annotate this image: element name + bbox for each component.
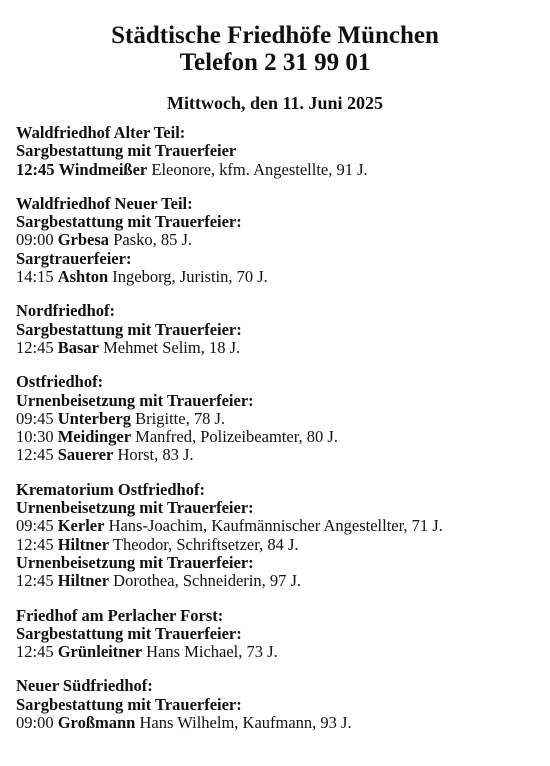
- funeral-entry: [16, 536, 550, 554]
- entry-details: Brigitte, 78 J.: [135, 408, 225, 428]
- cemetery-section: [16, 373, 550, 464]
- funeral-entry: [16, 643, 550, 661]
- entry-surname: Unterberg: [57, 408, 132, 428]
- cemetery-name: Waldfriedhof Alter Teil:: [16, 123, 186, 142]
- entry-time: 09:00: [16, 713, 54, 733]
- cemetery-name: Neuer Südfriedhof:: [16, 676, 153, 696]
- notice-title: Städtische Friedhöfe München: [111, 22, 439, 49]
- entry-time: 12:45: [16, 445, 54, 465]
- entry-time: 12:45: [16, 337, 54, 357]
- funeral-entry: [16, 446, 550, 464]
- cemetery-section: [16, 195, 550, 286]
- entry-surname: Windmeißer: [58, 159, 148, 179]
- cemetery-section: [16, 677, 550, 732]
- ceremony-type: Sargbestattung mit Trauerfeier:: [16, 212, 242, 232]
- entry-details: Theodor, Schriftsetzer, 84 J.: [112, 534, 299, 554]
- entry-details: Hans-Joachim, Kaufmännischer Angestellter, 71 J.: [108, 516, 443, 536]
- cemetery-name: Krematorium Ostfriedhof:: [16, 479, 205, 499]
- entry-time: 12:45: [16, 534, 54, 554]
- ceremony-type: Sargbestattung mit Trauerfeier: [16, 141, 237, 161]
- funeral-entry: [16, 268, 550, 286]
- funeral-entry: [16, 714, 550, 732]
- entry-surname: Grbesa: [57, 230, 110, 250]
- ceremony-type: Sargbestattung mit Trauerfeier:: [16, 623, 242, 643]
- cemetery-section: [16, 302, 550, 357]
- funeral-entry: [16, 410, 550, 428]
- entry-details: Manfred, Polizeibeamter, 80 J.: [135, 427, 338, 447]
- cemetery-section: [16, 124, 550, 179]
- entry-time: 09:45: [16, 408, 54, 428]
- funeral-entry: [16, 161, 550, 179]
- entry-details: Dorothea, Schneiderin, 97 J.: [113, 571, 302, 591]
- entry-time: 14:15: [16, 267, 54, 287]
- entry-surname: Meidinger: [57, 427, 132, 447]
- ceremony-type: Sargtrauerfeier:: [16, 248, 132, 268]
- entry-surname: Kerler: [57, 516, 105, 536]
- entry-surname: Grünleitner: [57, 642, 143, 662]
- entry-details: Pasko, 85 J.: [113, 230, 193, 250]
- funeral-entry: [16, 428, 550, 446]
- entry-time: 09:00: [16, 230, 54, 250]
- cemetery-name: Waldfriedhof Neuer Teil:: [16, 193, 193, 213]
- entry-time: 12:45: [16, 642, 54, 662]
- cemetery-sections: [0, 124, 550, 732]
- entry-time: 09:45: [16, 516, 54, 536]
- entry-surname: Sauerer: [57, 445, 114, 465]
- entry-details: Hans Wilhelm, Kaufmann, 93 J.: [139, 713, 352, 733]
- entry-surname: Großmann: [57, 713, 136, 733]
- cemetery-section: [16, 607, 550, 662]
- notice-header: [0, 0, 550, 114]
- entry-surname: Basar: [57, 337, 99, 357]
- entry-details: Hans Michael, 73 J.: [146, 642, 278, 662]
- funeral-entry: [16, 517, 550, 535]
- entry-time: 12:45: [16, 159, 55, 179]
- phone-number: Telefon 2 31 99 01: [179, 49, 371, 76]
- cemetery-name: Friedhof am Perlacher Forst:: [16, 605, 224, 625]
- notice-date: Mittwoch, den 11. Juni 2025: [166, 93, 384, 113]
- entry-surname: Ashton: [57, 267, 109, 287]
- entry-details: Mehmet Selim, 18 J.: [103, 337, 241, 357]
- entry-details: Eleonore, kfm. Angestellte, 91 J.: [151, 159, 368, 179]
- entry-details: Ingeborg, Juristin, 70 J.: [112, 267, 268, 287]
- cemetery-section: [16, 481, 550, 591]
- ceremony-type: Sargbestattung mit Trauerfeier:: [16, 319, 242, 339]
- ceremony-type: Urnenbeisetzung mit Trauerfeier:: [16, 390, 254, 410]
- ceremony-type: Urnenbeisetzung mit Trauerfeier:: [16, 552, 254, 572]
- cemetery-name: Ostfriedhof:: [16, 372, 104, 392]
- ceremony-type: Sargbestattung mit Trauerfeier:: [16, 694, 242, 714]
- entry-time: 10:30: [16, 427, 54, 447]
- entry-time: 12:45: [16, 571, 54, 591]
- funeral-entry: [16, 339, 550, 357]
- ceremony-type: Urnenbeisetzung mit Trauerfeier:: [16, 498, 254, 518]
- cemetery-name: Nordfriedhof:: [16, 301, 115, 321]
- entry-surname: Hiltner: [57, 571, 110, 591]
- funeral-entry: [16, 231, 550, 249]
- entry-surname: Hiltner: [57, 534, 110, 554]
- entry-details: Horst, 83 J.: [117, 445, 194, 465]
- funeral-entry: [16, 572, 550, 590]
